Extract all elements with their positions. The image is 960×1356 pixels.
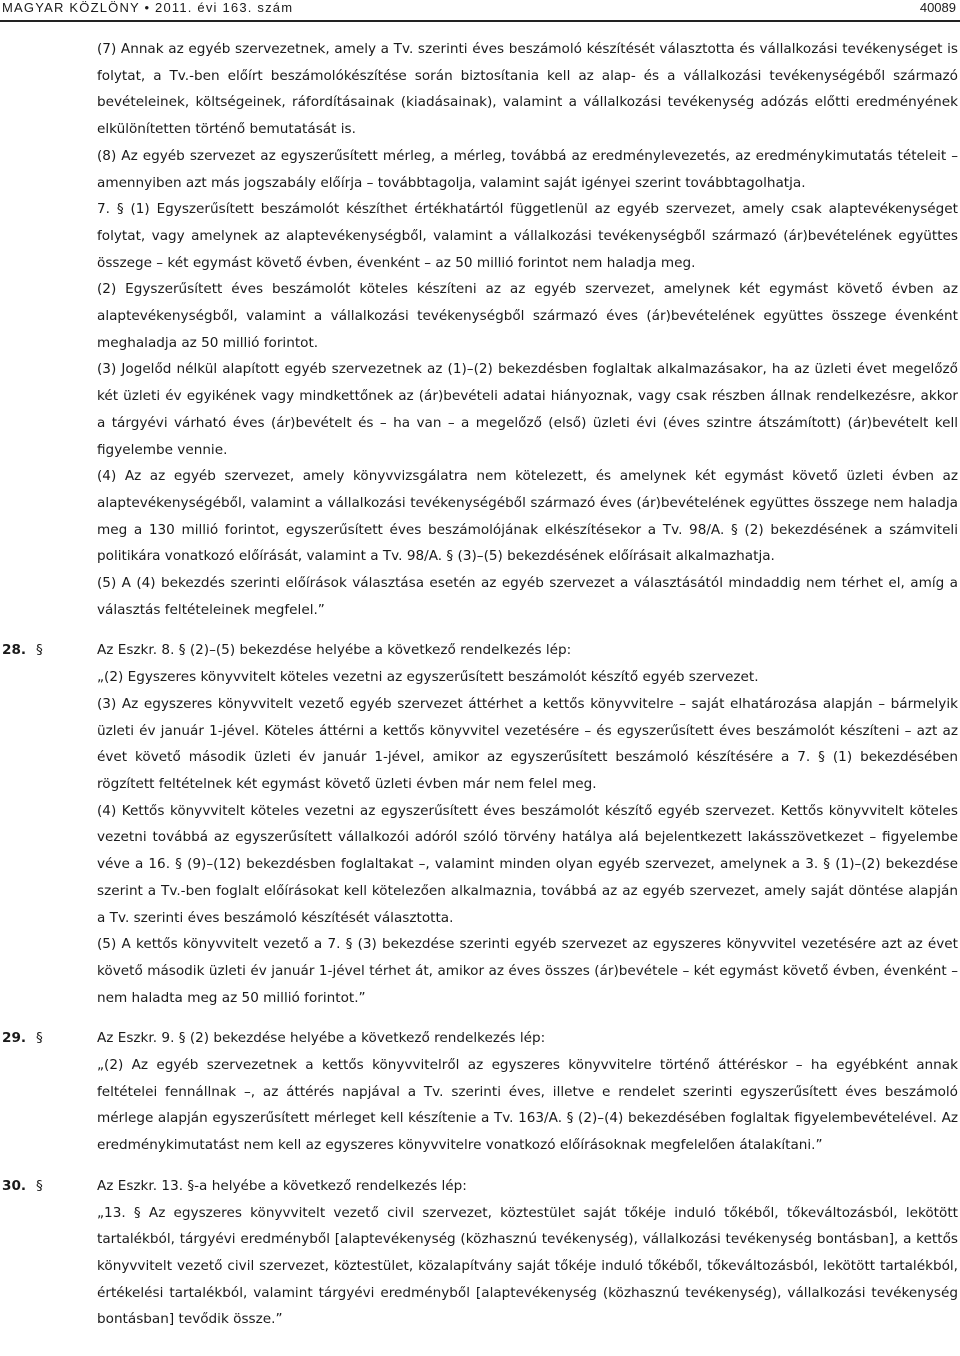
amendment-paragraph: „(2) Az egyéb szervezetnek a kettős könyvvitelről az egyszeres könyvvitelre történő áttéréskor – ha egyébként annak feltételei fennállnak –, az áttérés napjával a Tv. szerinti éves, illetve e rendelet szerinti egyszerűsített éves beszámoló mérlege alapján egyszerűsített mérleget kell készítenie a Tv. 163/A. § (2)–(4) bekezdésében foglaltak figyelembevételével. Az eredménykimutatást nem kell az egyszeres könyvvitelre vonatkozó előírásoknak megfelelően átalakítani.” — [97, 1057, 958, 1154]
header-rule — [0, 20, 960, 22]
amendment-paragraph: „(2) Egyszeres könyvvitelt köteles vezetni az egyszerűsített beszámolót készítő egyéb szervezet. — [97, 669, 759, 686]
amendment-paragraph: (3) Az egyszeres könyvvitelt vezető egyéb szervezet áttérhet a kettős könyvvitelre – saját elhatározása alapján – bármelyik üzleti év január 1-jével. Köteles áttérni a kettős könyvvitel vezetésére – és egyszerűsített éves beszámolót készíteni – azt az évet követő második üzleti év január 1-jével, amikor az egyszerűsített beszámoló készítésére a 7. § (1) bekezdésében rögzített feltételnek két egymást követő üzleti évben már nem felel meg. — [97, 695, 958, 792]
paragraph-8: (8) Az egyéb szervezet az egyszerűsített mérleg, a mérleg, továbbá az eredménylevezetés, az eredménykimutatás tételeit – amennyiben azt más jogszabály előírja – továbbtagolja, valamint saját igényei szerint továbbtagolhatja. — [97, 147, 958, 191]
amendment-30 — [0, 1173, 960, 1333]
page-number: 40089 — [919, 0, 956, 15]
amendment-number: 30. — [2, 1177, 27, 1194]
section-7-para-1: 7. § (1) Egyszerűsített beszámolót készíthet értékhatártól függetlenül az egyéb szervezet, amely csak alaptevékenységet folytat, vagy amelynek az alaptevékenységből, valamint a vállalkozási tevékenységből származó (ár)bevételének együttes összege – két egymást követő évben, évenként – az 50 millió forintot nem haladja meg. — [97, 201, 958, 271]
section-7-para-3: (3) Jogelőd nélkül alapított egyéb szervezetnek az (1)–(2) bekezdésben foglaltak alkalmazásakor, ha az üzleti évet megelőző két üzleti év egyikének vagy mindkettőnek az (ár)bevételi adatai hiányoznak, vagy csak részben állnak rendelkezésre, akkor a tárgyévi várható éves (ár)bevételt és – ha van – a megelőző (első) üzleti évi (éves szintre átszámított) (ár)bevételt kell figyelembe vennie. — [97, 361, 958, 458]
journal-title: MAGYAR KÖZLÖNY • 2011. évi 163. szám — [2, 0, 294, 15]
amendment-paragraph: „13. § Az egyszeres könyvvitelt vezető civil szervezet, köztestület saját tőkéje induló tőkéből, tőkeváltozásból, lekötött tartalékból, tárgyévi eredményből [alaptevékenység (közhasznú tevékenység), vállalkozási tevékenység bontásban], a kettős könyvvitelt vezető civil szervezet, köztestület, közalapítvány saját tőkéje induló tőkéből, tőkeváltozásból, lekötött tartalékból, értékelési tartalékból, valamint tárgyévi eredményből [alaptevékenység (közhasznú tevékenység), vállalkozási tevékenység bontásban] tevődik össze.” — [97, 1204, 958, 1328]
amendment-paragraph: Az Eszkr. 13. §-a helyébe a következő rendelkezés lép: — [97, 1177, 467, 1194]
document-body — [0, 36, 960, 1333]
section-7-para-5: (5) A (4) bekezdés szerinti előírások választása esetén az egyéb szervezet a választásától mindaddig nem térhet el, amíg a választás feltételeinek megfelel.” — [97, 575, 958, 618]
section-sign: § — [36, 1177, 43, 1194]
amendment-number: 28. — [2, 642, 27, 659]
amendment-paragraph: Az Eszkr. 9. § (2) bekezdése helyébe a következő rendelkezés lép: — [97, 1030, 546, 1047]
page-header — [0, 0, 960, 24]
paragraph-7: (7) Annak az egyéb szervezetnek, amely a Tv. szerinti éves beszámoló készítését választotta és vállalkozási tevékenységet is folytat, a Tv.-ben előírt beszámolókészítése során biztosítania kell az alap- és a vállalkozási tevékenységéből származó bevételeinek, költségeinek, ráfordításainak (kiadásainak), valamint a vállalkozási tevékenység adózás előtti eredményének elkülönítetten történő bemutatását is. — [97, 41, 958, 138]
section-sign: § — [36, 1030, 43, 1047]
amendment-number: 29. — [2, 1030, 27, 1047]
amendment-29 — [0, 1025, 960, 1159]
amendment-paragraph: (4) Kettős könyvvitelt köteles vezetni az egyszerűsített éves beszámolót készítő egyéb szervezet. Kettős könyvvitelt köteles vezetni továbbá az egyszerűsített vállalkozói adóról szóló törvény hatálya alá bejelentkezett lakásszövetkezet – figyelembe véve a 16. § (9)–(12) bekezdésben foglaltakat –, valamint minden olyan egyéb szervezet, amelynek a 3. § (1)–(2) bekezdése szerint a Tv.-ben foglalt előírásokat kell kötelezően alkalmaznia, továbbá az az egyéb szervezet, amely saját döntése alapján a Tv. szerinti éves beszámoló készítését választotta. — [97, 802, 958, 926]
section-sign: § — [36, 642, 43, 659]
section-7-para-4: (4) Az az egyéb szervezet, amely könyvvizsgálatra nem kötelezett, és amelynek két egymást követő üzleti évben az alaptevékenységéből, valamint a vállalkozási tevékenységéből származó éves (ár)bevételének együttes összege nem haladja meg a 130 millió forintot, egyszerűsített éves beszámolójának elkészítésekor a Tv. 98/A. § (2) bekezdésének a számviteli politikára vonatkozó előírását, valamint a Tv. 98/A. § (3)–(5) bekezdésének előírásait alkalmazhatja. — [97, 468, 958, 565]
amendment-paragraph: (5) A kettős könyvvitelt vezető a 7. § (3) bekezdése szerinti egyéb szervezet az egyszeres könyvvitel vezetésére azt az évet követő második üzleti év január 1-jével térhet át, amikor az éves összes (ár)bevétele – két egymást követő évben, évenként – nem haladta meg az 50 millió forintot.” — [97, 936, 958, 1006]
amendment-28 — [0, 637, 960, 1011]
amendment-paragraph: Az Eszkr. 8. § (2)–(5) bekezdése helyébe a következő rendelkezés lép: — [97, 642, 572, 659]
section-7-para-2: (2) Egyszerűsített éves beszámolót köteles készíteni az az egyéb szervezet, amelynek két egymást követő évben az alaptevékenységből, valamint a vállalkozási tevékenységből származó éves (ár)bevételének együttes összege évenként meghaladja az 50 millió forintot. — [97, 281, 958, 351]
